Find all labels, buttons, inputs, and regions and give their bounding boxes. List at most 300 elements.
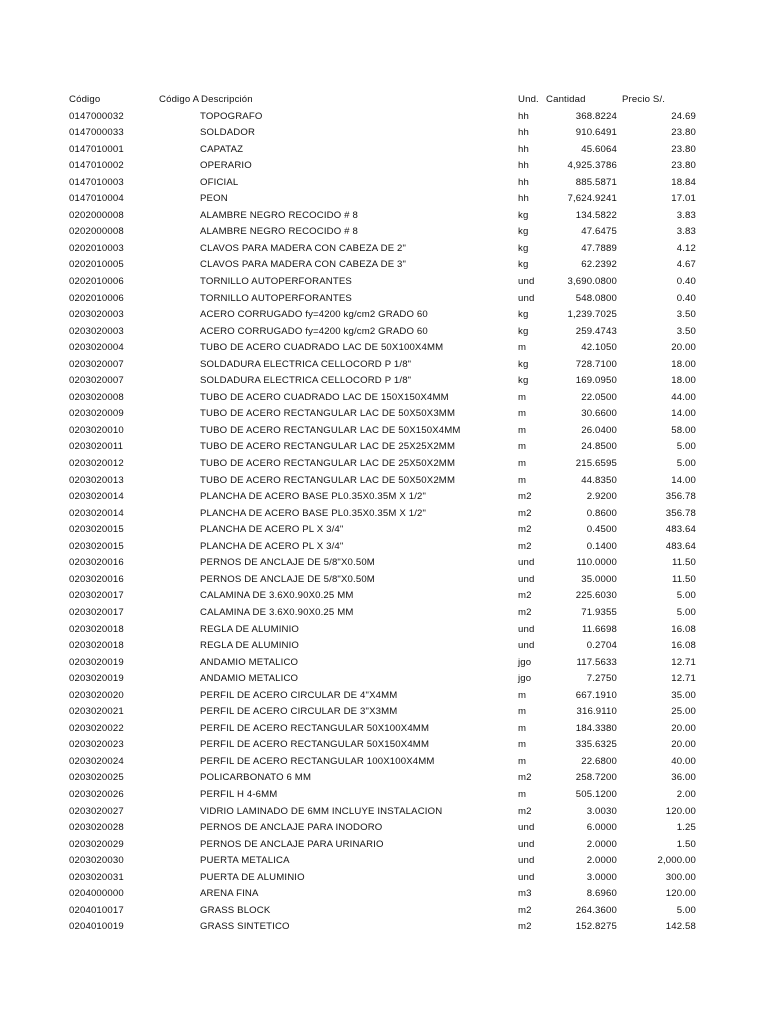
cell-quantity: 71.9355 <box>581 606 617 618</box>
cell-unit: und <box>518 871 535 883</box>
cell-code: 0203020022 <box>69 722 124 734</box>
table-row <box>0 638 768 655</box>
cell-quantity: 24.8500 <box>581 441 617 453</box>
cell-unit: m <box>518 391 527 403</box>
cell-unit: hh <box>518 143 529 155</box>
cell-price: 20.00 <box>671 342 696 354</box>
cell-unit: kg <box>518 242 529 254</box>
cell-price: 14.00 <box>671 408 696 420</box>
cell-description: CLAVOS PARA MADERA CON CABEZA DE 3" <box>200 259 407 271</box>
table-row <box>0 324 768 341</box>
cell-description: TUBO DE ACERO RECTANGULAR LAC DE 25X50X2MM <box>200 458 456 470</box>
table-row <box>0 489 768 506</box>
cell-quantity: 47.7889 <box>581 242 617 254</box>
cell-unit: m <box>518 441 527 453</box>
cell-quantity: 0.8600 <box>586 507 617 519</box>
cell-quantity: 1,239.7025 <box>567 309 617 321</box>
cell-unit: m <box>518 706 527 718</box>
table-row <box>0 820 768 837</box>
cell-price: 24.69 <box>671 110 696 122</box>
cell-code: 0204010017 <box>69 904 124 916</box>
cell-quantity: 62.2392 <box>581 259 617 271</box>
cell-unit: m3 <box>518 888 532 900</box>
cell-price: 40.00 <box>671 755 696 767</box>
table-row <box>0 870 768 887</box>
cell-description: PLANCHA DE ACERO BASE PL0.35X0.35M X 1/2" <box>200 491 427 503</box>
cell-code: 0203020007 <box>69 358 124 370</box>
cell-description: GRASS SINTETICO <box>200 921 290 933</box>
cell-code: 0203020007 <box>69 375 124 387</box>
cell-price: 3.50 <box>676 325 696 337</box>
cell-description: ARENA FINA <box>200 888 259 900</box>
cell-code: 0203020013 <box>69 474 124 486</box>
cell-description: REGLA DE ALUMINIO <box>200 640 300 652</box>
cell-code: 0203020015 <box>69 524 124 536</box>
cell-code: 0203020011 <box>69 441 124 453</box>
cell-unit: m <box>518 474 527 486</box>
cell-price: 0.40 <box>676 292 696 304</box>
cell-quantity: 134.5822 <box>575 209 617 221</box>
cell-unit: kg <box>518 259 529 271</box>
cell-quantity: 335.6325 <box>575 739 617 751</box>
cell-unit: und <box>518 573 535 585</box>
cell-code: 0203020026 <box>69 788 124 800</box>
cell-unit: m <box>518 458 527 470</box>
header-unit: Und. <box>518 94 539 105</box>
cell-code: 0203020018 <box>69 640 124 652</box>
cell-quantity: 2.0000 <box>586 855 617 867</box>
table-row <box>0 208 768 225</box>
cell-price: 120.00 <box>665 888 696 900</box>
cell-quantity: 4,925.3786 <box>567 160 617 172</box>
cell-unit: m <box>518 788 527 800</box>
cell-quantity: 44.8350 <box>581 474 617 486</box>
cell-quantity: 184.3380 <box>575 722 617 734</box>
cell-quantity: 259.4743 <box>575 325 617 337</box>
cell-quantity: 885.5871 <box>575 176 617 188</box>
cell-code: 0147000033 <box>69 127 124 139</box>
cell-quantity: 8.6960 <box>586 888 617 900</box>
cell-code: 0147000032 <box>69 110 124 122</box>
cell-price: 12.71 <box>671 656 696 668</box>
cell-code: 0203020016 <box>69 557 124 569</box>
cell-quantity: 169.0950 <box>575 375 617 387</box>
cell-quantity: 35.0000 <box>581 573 617 585</box>
cell-description: SOLDADOR <box>200 127 256 139</box>
cell-unit: m2 <box>518 540 532 552</box>
cell-price: 3.83 <box>676 209 696 221</box>
cell-unit: m <box>518 689 527 701</box>
cell-description: CALAMINA DE 3.6X0.90X0.25 MM <box>200 590 354 602</box>
header-alt-code: Código A <box>159 94 200 105</box>
table-row <box>0 373 768 390</box>
cell-price: 11.50 <box>671 557 696 569</box>
cell-description: PERFIL DE ACERO RECTANGULAR 50X100X4MM <box>200 722 430 734</box>
cell-description: TUBO DE ACERO RECTANGULAR LAC DE 25X25X2MM <box>200 441 456 453</box>
cell-price: 14.00 <box>671 474 696 486</box>
cell-unit: hh <box>518 110 529 122</box>
cell-price: 4.67 <box>676 259 696 271</box>
cell-quantity: 316.9110 <box>576 706 617 718</box>
cell-quantity: 368.8224 <box>575 110 617 122</box>
table-row <box>0 671 768 688</box>
cell-quantity: 22.6800 <box>581 755 617 767</box>
cell-description: TUBO DE ACERO RECTANGULAR LAC DE 50X50X3MM <box>200 408 456 420</box>
table-row <box>0 439 768 456</box>
cell-code: 0147010002 <box>69 160 124 172</box>
cell-code: 0204010019 <box>69 921 124 933</box>
cell-code: 0203020014 <box>69 491 124 503</box>
cell-code: 0203020018 <box>69 623 124 635</box>
table-row <box>0 390 768 407</box>
cell-description: PERNOS DE ANCLAJE PARA URINARIO <box>200 838 384 850</box>
cell-unit: m <box>518 722 527 734</box>
header-quantity: Cantidad <box>546 94 586 105</box>
cell-quantity: 3,690.0800 <box>567 276 617 288</box>
cell-code: 0203020016 <box>69 573 124 585</box>
cell-quantity: 117.5633 <box>576 656 617 668</box>
table-row <box>0 224 768 241</box>
cell-code: 0203020030 <box>69 855 124 867</box>
cell-price: 142.58 <box>665 921 696 933</box>
cell-description: PERFIL DE ACERO RECTANGULAR 50X150X4MM <box>200 739 430 751</box>
cell-price: 356.78 <box>665 507 696 519</box>
cell-code: 0203020028 <box>69 822 124 834</box>
cell-code: 0203020021 <box>69 706 124 718</box>
cell-description: GRASS BLOCK <box>200 904 271 916</box>
cell-code: 0203020017 <box>69 590 124 602</box>
table-row <box>0 142 768 159</box>
cell-quantity: 3.0030 <box>586 805 617 817</box>
table-row <box>0 770 768 787</box>
cell-unit: und <box>518 292 535 304</box>
table-row <box>0 903 768 920</box>
cell-quantity: 152.8275 <box>575 921 617 933</box>
cell-price: 1.25 <box>676 822 696 834</box>
table-row <box>0 274 768 291</box>
cell-description: PERFIL DE ACERO CIRCULAR DE 4"X4MM <box>200 689 398 701</box>
cell-code: 0147010004 <box>69 193 124 205</box>
cell-code: 0203020004 <box>69 342 124 354</box>
cell-unit: kg <box>518 375 529 387</box>
header-price: Precio S/. <box>622 94 666 105</box>
cell-description: TORNILLO AUTOPERFORANTES <box>200 276 352 288</box>
cell-quantity: 7.2750 <box>586 673 617 685</box>
cell-unit: kg <box>518 309 529 321</box>
cell-description: PLANCHA DE ACERO BASE PL0.35X0.35M X 1/2" <box>200 507 427 519</box>
cell-unit: hh <box>518 160 529 172</box>
cell-unit: hh <box>518 127 529 139</box>
cell-price: 5.00 <box>676 590 696 602</box>
cell-unit: m2 <box>518 921 532 933</box>
cell-unit: kg <box>518 358 529 370</box>
cell-code: 0203020023 <box>69 739 124 751</box>
cell-unit: jgo <box>518 673 532 685</box>
table-row <box>0 622 768 639</box>
cell-description: PERNOS DE ANCLAJE DE 5/8"X0.50M <box>200 573 375 585</box>
resource-table <box>0 92 768 936</box>
cell-code: 0203020029 <box>69 838 124 850</box>
cell-quantity: 0.2704 <box>586 640 617 652</box>
cell-price: 0.40 <box>676 276 696 288</box>
table-row <box>0 853 768 870</box>
cell-unit: kg <box>518 325 529 337</box>
cell-code: 0202010003 <box>69 242 124 254</box>
cell-description: CAPATAZ <box>200 143 244 155</box>
table-row <box>0 688 768 705</box>
cell-unit: jgo <box>518 656 532 668</box>
cell-price: 5.00 <box>676 458 696 470</box>
cell-price: 1.50 <box>676 838 696 850</box>
cell-price: 18.84 <box>671 176 696 188</box>
cell-code: 0202000008 <box>69 209 124 221</box>
cell-unit: m2 <box>518 524 532 536</box>
cell-quantity: 2.0000 <box>586 838 617 850</box>
cell-description: CLAVOS PARA MADERA CON CABEZA DE 2" <box>200 242 407 254</box>
table-body <box>0 109 768 936</box>
cell-unit: und <box>518 838 535 850</box>
table-row <box>0 605 768 622</box>
cell-price: 35.00 <box>671 689 696 701</box>
cell-description: TUBO DE ACERO RECTANGULAR LAC DE 50X150X4MM <box>200 424 461 436</box>
cell-quantity: 7,624.9241 <box>567 193 617 205</box>
cell-description: ANDAMIO METALICO <box>200 673 299 685</box>
cell-unit: und <box>518 276 535 288</box>
cell-code: 0204000000 <box>69 888 124 900</box>
cell-unit: hh <box>518 193 529 205</box>
table-row <box>0 588 768 605</box>
table-row <box>0 837 768 854</box>
cell-price: 36.00 <box>671 772 696 784</box>
cell-code: 0203020010 <box>69 424 124 436</box>
cell-price: 16.08 <box>671 623 696 635</box>
cell-quantity: 11.6698 <box>581 623 617 635</box>
cell-unit: m2 <box>518 772 532 784</box>
header-code: Código <box>69 94 101 105</box>
cell-code: 0203020015 <box>69 540 124 552</box>
cell-code: 0203020019 <box>69 656 124 668</box>
cell-unit: und <box>518 640 535 652</box>
cell-unit: m2 <box>518 805 532 817</box>
cell-quantity: 0.4500 <box>586 524 617 536</box>
table-row <box>0 919 768 936</box>
cell-quantity: 258.7200 <box>575 772 617 784</box>
cell-price: 483.64 <box>665 524 696 536</box>
cell-quantity: 22.0500 <box>581 391 617 403</box>
table-row <box>0 158 768 175</box>
cell-quantity: 30.6600 <box>581 408 617 420</box>
cell-price: 18.00 <box>671 358 696 370</box>
cell-description: OFICIAL <box>200 176 239 188</box>
cell-quantity: 728.7100 <box>575 358 617 370</box>
table-row <box>0 307 768 324</box>
cell-unit: m2 <box>518 904 532 916</box>
table-row <box>0 241 768 258</box>
table-row <box>0 522 768 539</box>
cell-price: 23.80 <box>671 160 696 172</box>
cell-code: 0203020008 <box>69 391 124 403</box>
cell-price: 23.80 <box>671 127 696 139</box>
table-row <box>0 340 768 357</box>
cell-price: 483.64 <box>665 540 696 552</box>
cell-unit: und <box>518 822 535 834</box>
table-row <box>0 406 768 423</box>
table-row <box>0 125 768 142</box>
cell-description: PERFIL DE ACERO CIRCULAR DE 3"X3MM <box>200 706 398 718</box>
table-row <box>0 539 768 556</box>
cell-price: 5.00 <box>676 904 696 916</box>
cell-code: 0203020014 <box>69 507 124 519</box>
cell-price: 120.00 <box>665 805 696 817</box>
cell-price: 11.50 <box>671 573 696 585</box>
cell-unit: m <box>518 739 527 751</box>
cell-description: PLANCHA DE ACERO PL X 3/4" <box>200 540 344 552</box>
cell-quantity: 110.0000 <box>576 557 617 569</box>
cell-description: POLICARBONATO 6 MM <box>200 772 312 784</box>
cell-description: OPERARIO <box>200 160 252 172</box>
cell-price: 25.00 <box>671 706 696 718</box>
cell-price: 17.01 <box>671 193 696 205</box>
table-row <box>0 506 768 523</box>
table-header <box>0 92 768 109</box>
table-row <box>0 787 768 804</box>
cell-description: PERFIL DE ACERO RECTANGULAR 100X100X4MM <box>200 755 435 767</box>
cell-unit: kg <box>518 209 529 221</box>
cell-unit: hh <box>518 176 529 188</box>
cell-description: ACERO CORRUGADO fy=4200 kg/cm2 GRADO 60 <box>200 309 428 321</box>
cell-price: 4.12 <box>676 242 696 254</box>
cell-description: PUERTA DE ALUMINIO <box>200 871 305 883</box>
cell-description: PERNOS DE ANCLAJE DE 5/8"X0.50M <box>200 557 375 569</box>
cell-code: 0203020024 <box>69 755 124 767</box>
cell-description: PEON <box>200 193 228 205</box>
cell-unit: m <box>518 755 527 767</box>
cell-description: CALAMINA DE 3.6X0.90X0.25 MM <box>200 606 354 618</box>
cell-unit: m2 <box>518 491 532 503</box>
cell-quantity: 6.0000 <box>586 822 617 834</box>
cell-price: 44.00 <box>671 391 696 403</box>
cell-quantity: 505.1200 <box>575 788 617 800</box>
cell-unit: und <box>518 557 535 569</box>
table-row <box>0 721 768 738</box>
cell-quantity: 47.6475 <box>581 226 617 238</box>
cell-description: PERFIL H 4-6MM <box>200 788 278 800</box>
cell-unit: m <box>518 424 527 436</box>
table-row <box>0 257 768 274</box>
table-row <box>0 191 768 208</box>
table-row <box>0 572 768 589</box>
cell-unit: und <box>518 855 535 867</box>
table-row <box>0 704 768 721</box>
cell-price: 2,000.00 <box>657 855 696 867</box>
cell-description: TUBO DE ACERO CUADRADO LAC DE 150X150X4MM <box>200 391 449 403</box>
cell-price: 300.00 <box>665 871 696 883</box>
cell-code: 0203020020 <box>69 689 124 701</box>
table-row <box>0 555 768 572</box>
cell-code: 0203020019 <box>69 673 124 685</box>
cell-price: 16.08 <box>671 640 696 652</box>
table-row <box>0 456 768 473</box>
cell-quantity: 3.0000 <box>586 871 617 883</box>
cell-price: 5.00 <box>676 606 696 618</box>
cell-description: PLANCHA DE ACERO PL X 3/4" <box>200 524 344 536</box>
table-row <box>0 357 768 374</box>
header-description: Descripción <box>201 94 253 105</box>
cell-price: 12.71 <box>671 673 696 685</box>
cell-code: 0147010003 <box>69 176 124 188</box>
cell-description: TOPOGRAFO <box>200 110 263 122</box>
cell-description: ANDAMIO METALICO <box>200 656 299 668</box>
cell-quantity: 0.1400 <box>586 540 617 552</box>
cell-description: SOLDADURA ELECTRICA CELLOCORD P 1/8" <box>200 375 412 387</box>
cell-price: 3.83 <box>676 226 696 238</box>
cell-quantity: 548.0800 <box>575 292 617 304</box>
cell-price: 20.00 <box>671 722 696 734</box>
cell-code: 0203020012 <box>69 458 124 470</box>
table-row <box>0 175 768 192</box>
cell-quantity: 26.0400 <box>581 424 617 436</box>
table-row <box>0 423 768 440</box>
table-row <box>0 109 768 126</box>
cell-unit: und <box>518 623 535 635</box>
cell-unit: kg <box>518 226 529 238</box>
cell-price: 20.00 <box>671 739 696 751</box>
cell-unit: m <box>518 408 527 420</box>
cell-price: 5.00 <box>676 441 696 453</box>
cell-price: 2.00 <box>676 788 696 800</box>
cell-code: 0203020031 <box>69 871 124 883</box>
cell-code: 0203020017 <box>69 606 124 618</box>
cell-quantity: 45.6064 <box>581 143 617 155</box>
cell-description: REGLA DE ALUMINIO <box>200 623 300 635</box>
cell-price: 58.00 <box>671 424 696 436</box>
cell-unit: m2 <box>518 507 532 519</box>
cell-description: SOLDADURA ELECTRICA CELLOCORD P 1/8" <box>200 358 412 370</box>
table-row <box>0 754 768 771</box>
cell-description: TORNILLO AUTOPERFORANTES <box>200 292 352 304</box>
cell-code: 0203020009 <box>69 408 124 420</box>
table-row <box>0 473 768 490</box>
cell-unit: m2 <box>518 590 532 602</box>
cell-quantity: 264.3600 <box>575 904 617 916</box>
cell-description: VIDRIO LAMINADO DE 6MM INCLUYE INSTALACION <box>200 805 443 817</box>
cell-code: 0203020025 <box>69 772 124 784</box>
cell-unit: m2 <box>518 606 532 618</box>
cell-description: ALAMBRE NEGRO RECOCIDO # 8 <box>200 226 358 238</box>
cell-quantity: 2.9200 <box>586 491 617 503</box>
cell-unit: m <box>518 342 527 354</box>
cell-code: 0147010001 <box>69 143 124 155</box>
cell-quantity: 910.6491 <box>575 127 617 139</box>
table-row <box>0 737 768 754</box>
cell-code: 0202000008 <box>69 226 124 238</box>
cell-description: PERNOS DE ANCLAJE PARA INODORO <box>200 822 383 834</box>
cell-quantity: 225.6030 <box>575 590 617 602</box>
cell-description: ALAMBRE NEGRO RECOCIDO # 8 <box>200 209 358 221</box>
cell-price: 3.50 <box>676 309 696 321</box>
cell-price: 23.80 <box>671 143 696 155</box>
table-row <box>0 655 768 672</box>
cell-description: PUERTA METALICA <box>200 855 290 867</box>
table-row <box>0 886 768 903</box>
table-row <box>0 804 768 821</box>
cell-price: 18.00 <box>671 375 696 387</box>
cell-quantity: 42.1050 <box>581 342 617 354</box>
cell-quantity: 215.6595 <box>575 458 617 470</box>
cell-description: ACERO CORRUGADO fy=4200 kg/cm2 GRADO 60 <box>200 325 428 337</box>
cell-code: 0202010006 <box>69 276 124 288</box>
cell-price: 356.78 <box>665 491 696 503</box>
